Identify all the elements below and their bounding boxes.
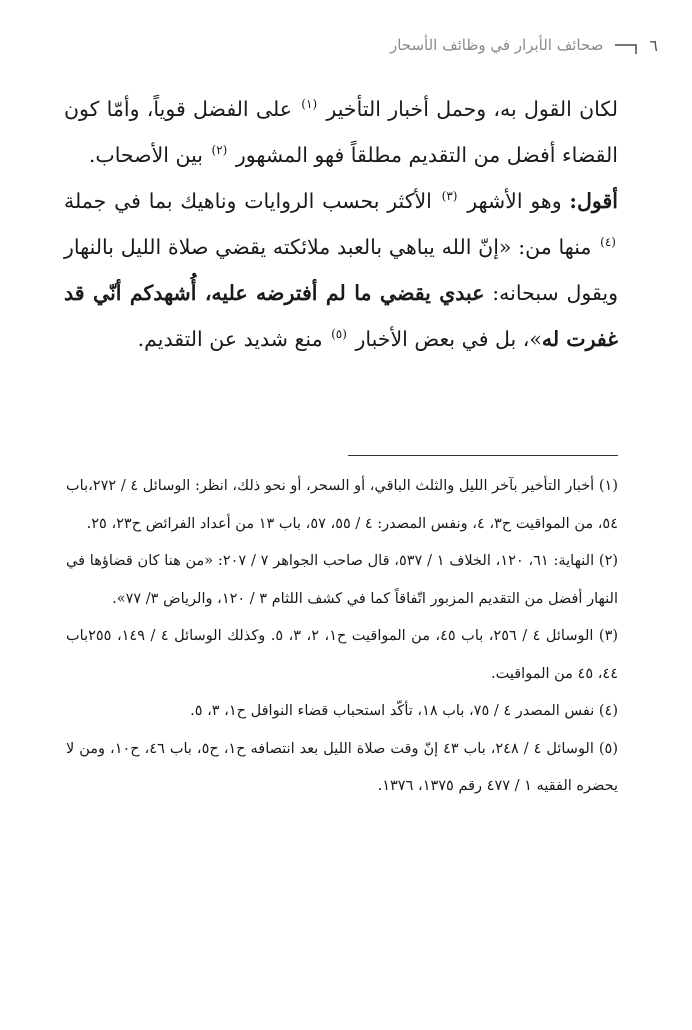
text-run: بين الأصحاب. bbox=[88, 143, 203, 167]
text-run: »، بل في بعض الأخبار bbox=[355, 327, 542, 351]
footnotes-list bbox=[66, 468, 618, 806]
text-run: الأكثر بحسب الروايات وناهيك بما في جملة bbox=[64, 189, 432, 213]
running-header bbox=[34, 30, 658, 60]
footnote-separator bbox=[348, 455, 618, 456]
main-text bbox=[64, 86, 618, 362]
text-run: منع شديد عن التقديم. bbox=[137, 327, 323, 351]
footnote-3 bbox=[66, 618, 618, 693]
page-number: ٦ bbox=[649, 35, 658, 55]
text-run: لكان القول به، وحمل أخبار التأخير bbox=[326, 97, 618, 121]
footnote-text: الوسائل ٤ / ٢٥٦، باب ٤٥، من المواقيت ح١، ٢، ٣، ٥. وكذلك الوسائل ٤ / ١٤٩، ٢٥٥باب ٤٤، ٤٥ من المواقيت. bbox=[66, 628, 618, 682]
footnote-text: النهاية: ٦١، ١٢٠، الخلاف ١ / ٥٣٧، قال صاحب الجواهر ٧ / ٢٠٧: «من هنا كان قضاؤها في النهار أفضل من التقديم المزبور اتّفاقاً كما في كشف اللثام ٣ / ١٢٠، والرياض ٣/ ٧٧». bbox=[66, 553, 618, 607]
footnote-number: (٤) bbox=[598, 703, 618, 719]
footnote-text: أخبار التأخير بآخر الليل والثلث الباقي، أو السحر، أو نحو ذلك، انظر: الوسائل ٤ / ٢٧٢،باب ٥٤، من المواقيت ح٣، ٤، ونفس المصدر: ٤ / ٥٥، ٥٧، باب ١٣ من أعداد الفرائض ح٢٣، ٢٥. bbox=[66, 478, 618, 532]
footnote-ref-4: (٤) bbox=[600, 235, 616, 250]
text-run: منها من: «إنّ الله يباهي بالعبد ملائكته يقضي صلاة الليل بالنهار ويقول سبحانه: bbox=[64, 235, 618, 305]
footnote-ref-1: (١) bbox=[301, 97, 318, 112]
header-title: صحائف الأبرار في وظائف الأسحار bbox=[389, 36, 604, 54]
text-run: وهو الأشهر bbox=[467, 189, 562, 213]
footnote-text: نفس المصدر ٤ / ٧٥، باب ١٨، تأكّد استحباب قضاء النوافل ح١، ٣، ٥. bbox=[190, 703, 595, 719]
footnote-number: (٢) bbox=[598, 553, 619, 569]
footnote-ref-2: (٢) bbox=[211, 143, 228, 158]
paragraph-2 bbox=[64, 178, 618, 362]
footnote-number: (١) bbox=[598, 478, 618, 494]
footnote-number: (٥) bbox=[598, 740, 618, 757]
paragraph-lead: أقول: bbox=[569, 189, 618, 213]
footnote-text: الوسائل ٤ / ٢٤٨، باب ٤٣ إنّ وقت صلاة الليل بعد انتصافه ح١، ح٥، باب ٤٦، ح١٠، ومن لا يحضره الفقيه ١ / ٤٧٧ رقم ١٣٧٥، ١٣٧٦. bbox=[66, 740, 618, 794]
footnote-ref-5: (٥) bbox=[331, 327, 347, 342]
paragraph-1 bbox=[64, 86, 618, 178]
footnote-1 bbox=[66, 468, 618, 543]
footnote-4 bbox=[66, 693, 618, 731]
bold-quote: عبدي يقضي ما لم أفترضه عليه، أُشهدكم أنّي قد غفرت له bbox=[64, 281, 618, 351]
text-run: على الفضل قوياً، وأمّا كون القضاء أفضل من التقديم مطلقاً فهو المشهور bbox=[64, 97, 618, 167]
footnote-5 bbox=[66, 731, 618, 806]
footnote-2 bbox=[66, 543, 618, 618]
header-ornament bbox=[615, 44, 637, 54]
footnote-ref-3: (٣) bbox=[441, 189, 458, 204]
footnote-number: (٣) bbox=[598, 628, 619, 644]
